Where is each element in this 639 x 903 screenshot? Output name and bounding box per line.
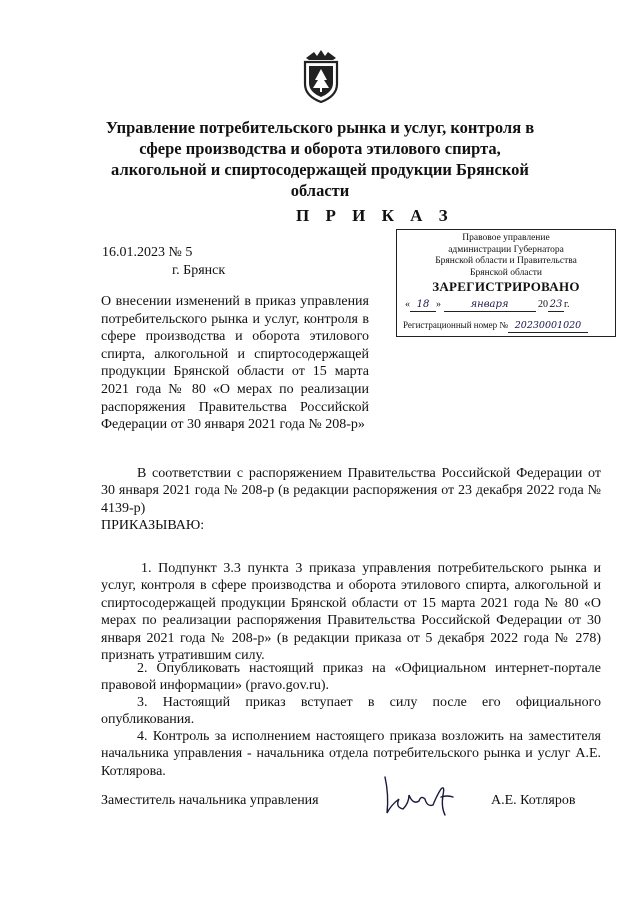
stamp-line: Брянской области и Правительства bbox=[435, 256, 577, 266]
stamp-line: администрации Губернатора bbox=[448, 244, 564, 255]
stamp-reg-label: Регистрационный номер № bbox=[403, 320, 508, 330]
document-subject: О внесении изменений в приказ управления потребительского рынка и услуг, контроля в сфере производства и оборота этилового спирта, алкогольной и спиртосодержащей продукции Брянской области от 15 марта 2021 года № 80 «О мерах по реализации распоряжения Правительства Российской Федерации от 30 января 2021 года № 208-р» bbox=[101, 294, 369, 433]
organization-title: Управление потребительского рынка и услуг, контроля в сфере производства и оборота этилового спирта, алкогольной и спиртосодержащей продукции Брянской области bbox=[105, 118, 535, 200]
stamp-year-prefix: 20 bbox=[538, 299, 548, 310]
order-item-1: 1. Подпункт 3.3 пункта 3 приказа управления потребительского рынка и услуг, контроля в сфере производства и оборота этилового спирта, алкогольной и спиртосодержащей продукции Брянской области от 15 марта 2021 года № 80 «О мерах по реализации распоряжения Правительства Российской Федерации от 30 января 2021 года № 208-р» (в редакции приказа от 5 декабря 2022 года № 278) признать утратившим силу. bbox=[101, 561, 601, 664]
document-city: г. Брянск bbox=[172, 263, 226, 278]
handwritten-signature bbox=[375, 765, 465, 825]
order-keyword: ПРИКАЗЫВАЮ: bbox=[101, 518, 205, 533]
stamp-reg-number-line bbox=[403, 320, 613, 336]
registration-stamp bbox=[396, 229, 616, 337]
stamp-registered-label: ЗАРЕГИСТРИРОВАНО bbox=[432, 279, 580, 294]
stamp-date-line bbox=[405, 299, 609, 317]
coat-of-arms-emblem bbox=[300, 44, 342, 104]
stamp-month: января bbox=[444, 299, 536, 312]
order-item-3: 3. Настоящий приказ вступает в силу после его официального опубликования. bbox=[101, 695, 601, 728]
order-item-4: 4. Контроль за исполнением настоящего приказа возложить на заместителя начальника управления - начальника отдела потребительского рынка и услуг А.Е. Котлярова. bbox=[101, 729, 601, 779]
basis-paragraph: В соответствии с распоряжением Правительства Российской Федерации от 30 января 2021 года № 208-р (в редакции распоряжения от 23 декабря 2022 года № 4139-р) bbox=[101, 466, 601, 516]
document-type-title: П Р И К А З bbox=[296, 206, 454, 225]
order-item-2: 2. Опубликовать настоящий приказ на «Официальном интернет-портале правовой информации» (pravo.gov.ru). bbox=[101, 661, 601, 694]
stamp-quote-close: » bbox=[436, 299, 441, 310]
signatory-position: Заместитель начальника управления bbox=[101, 793, 319, 808]
stamp-quote-open: « bbox=[405, 299, 410, 310]
signatory-name: А.Е. Котляров bbox=[491, 793, 576, 808]
stamp-year-suffix: 23 bbox=[549, 299, 563, 310]
stamp-line: Правовое управление bbox=[462, 233, 550, 243]
stamp-line: Брянской области bbox=[470, 267, 542, 278]
stamp-reg-number: 20230001020 bbox=[508, 320, 588, 333]
stamp-day: 18 bbox=[410, 299, 436, 312]
document-date-number: 16.01.2023 № 5 bbox=[102, 245, 193, 260]
stamp-year-g: г. bbox=[564, 299, 570, 310]
